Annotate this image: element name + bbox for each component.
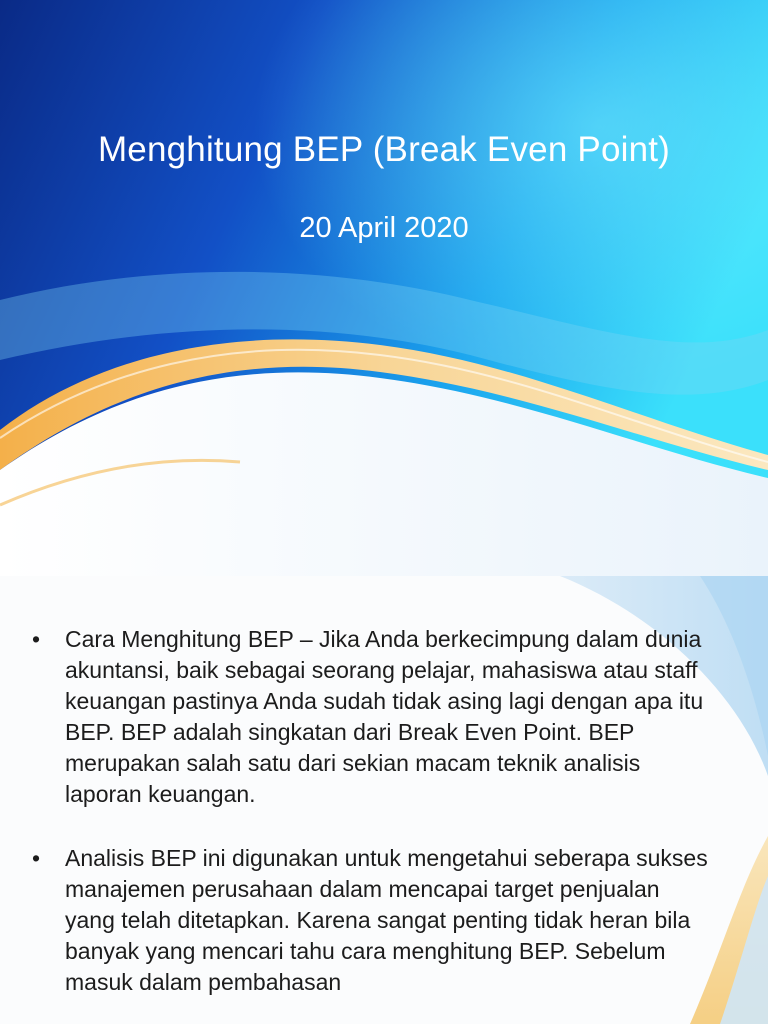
bullet-icon: • (32, 845, 41, 871)
bullet-text: Cara Menghitung BEP – Jika Anda berkecimpung dalam dunia akuntansi, baik sebagai seorang pelajar, mahasiswa atau staff keuangan pastinya Anda sudah tidak asing lagi dengan apa itu BEP. BEP adalah singkatan dari Break Even Point. BEP merupakan salah satu dari sekian macam teknik analisis laporan keuangan. (65, 626, 704, 807)
slide-subtitle: 20 April 2020 (299, 212, 469, 244)
bullet-item (32, 624, 712, 810)
bullet-text: Analisis BEP ini digunakan untuk mengetahui seberapa sukses manajemen perusahaan dalam mencapai target penjualan yang telah ditetapkan. Karena sangat penting tidak heran bila banyak yang mencari tahu cara menghitung BEP. Sebelum masuk dalam pembahasan (65, 845, 708, 995)
bullet-item (32, 843, 712, 998)
bullet-list (32, 624, 712, 1024)
content-slide (0, 576, 768, 1024)
slide-title: Menghitung BEP (Break Even Point) (97, 130, 671, 169)
bullet-icon: • (32, 626, 41, 652)
